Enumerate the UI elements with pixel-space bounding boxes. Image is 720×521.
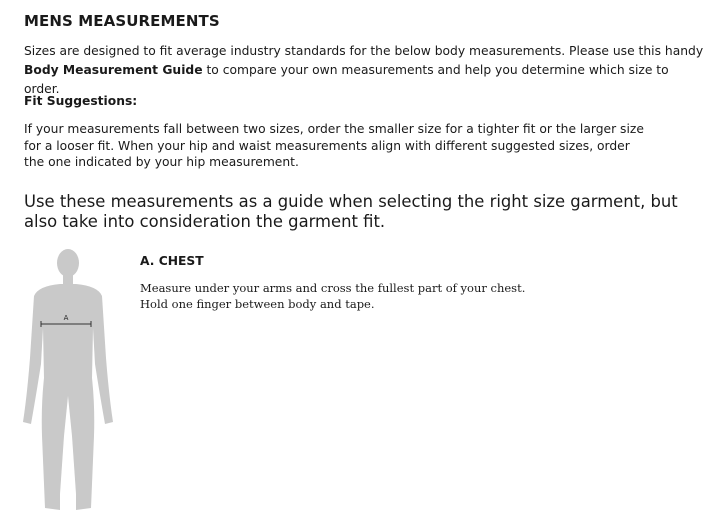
body-figure-illustration (20, 246, 116, 514)
chest-heading: A. CHEST (140, 254, 204, 268)
body-measurement-guide-label: Body Measurement Guide (24, 63, 203, 77)
chest-instructions (140, 280, 560, 312)
body-silhouette (23, 249, 113, 510)
guide-statement: Use these measurements as a guide when selecting the right size garment, but also take into consideration the garment fit. (24, 192, 678, 231)
fit-suggestions-heading: Fit Suggestions: (24, 94, 138, 108)
page-title: MENS MEASUREMENTS (24, 12, 220, 30)
intro-text-end: to compare your own measurements and help you determine which size to order. (24, 63, 669, 96)
intro-paragraph (24, 42, 704, 99)
chest-instruction-line-1: Measure under your arms and cross the fullest part of your chest. (140, 281, 526, 295)
chest-instruction-line-2: Hold one finger between body and tape. (140, 297, 375, 311)
chest-marker-label: A (63, 314, 69, 322)
fit-suggestions-text: If your measurements fall between two sizes, order the smaller size for a tighter fit or the larger size for a looser fit. When your hip and waist measurements align with different suggested sizes, order the one indicated by your hip measurement. (24, 122, 644, 169)
intro-text-start: Sizes are designed to fit average industry standards for the below body measurements. Please use this handy (24, 44, 704, 58)
